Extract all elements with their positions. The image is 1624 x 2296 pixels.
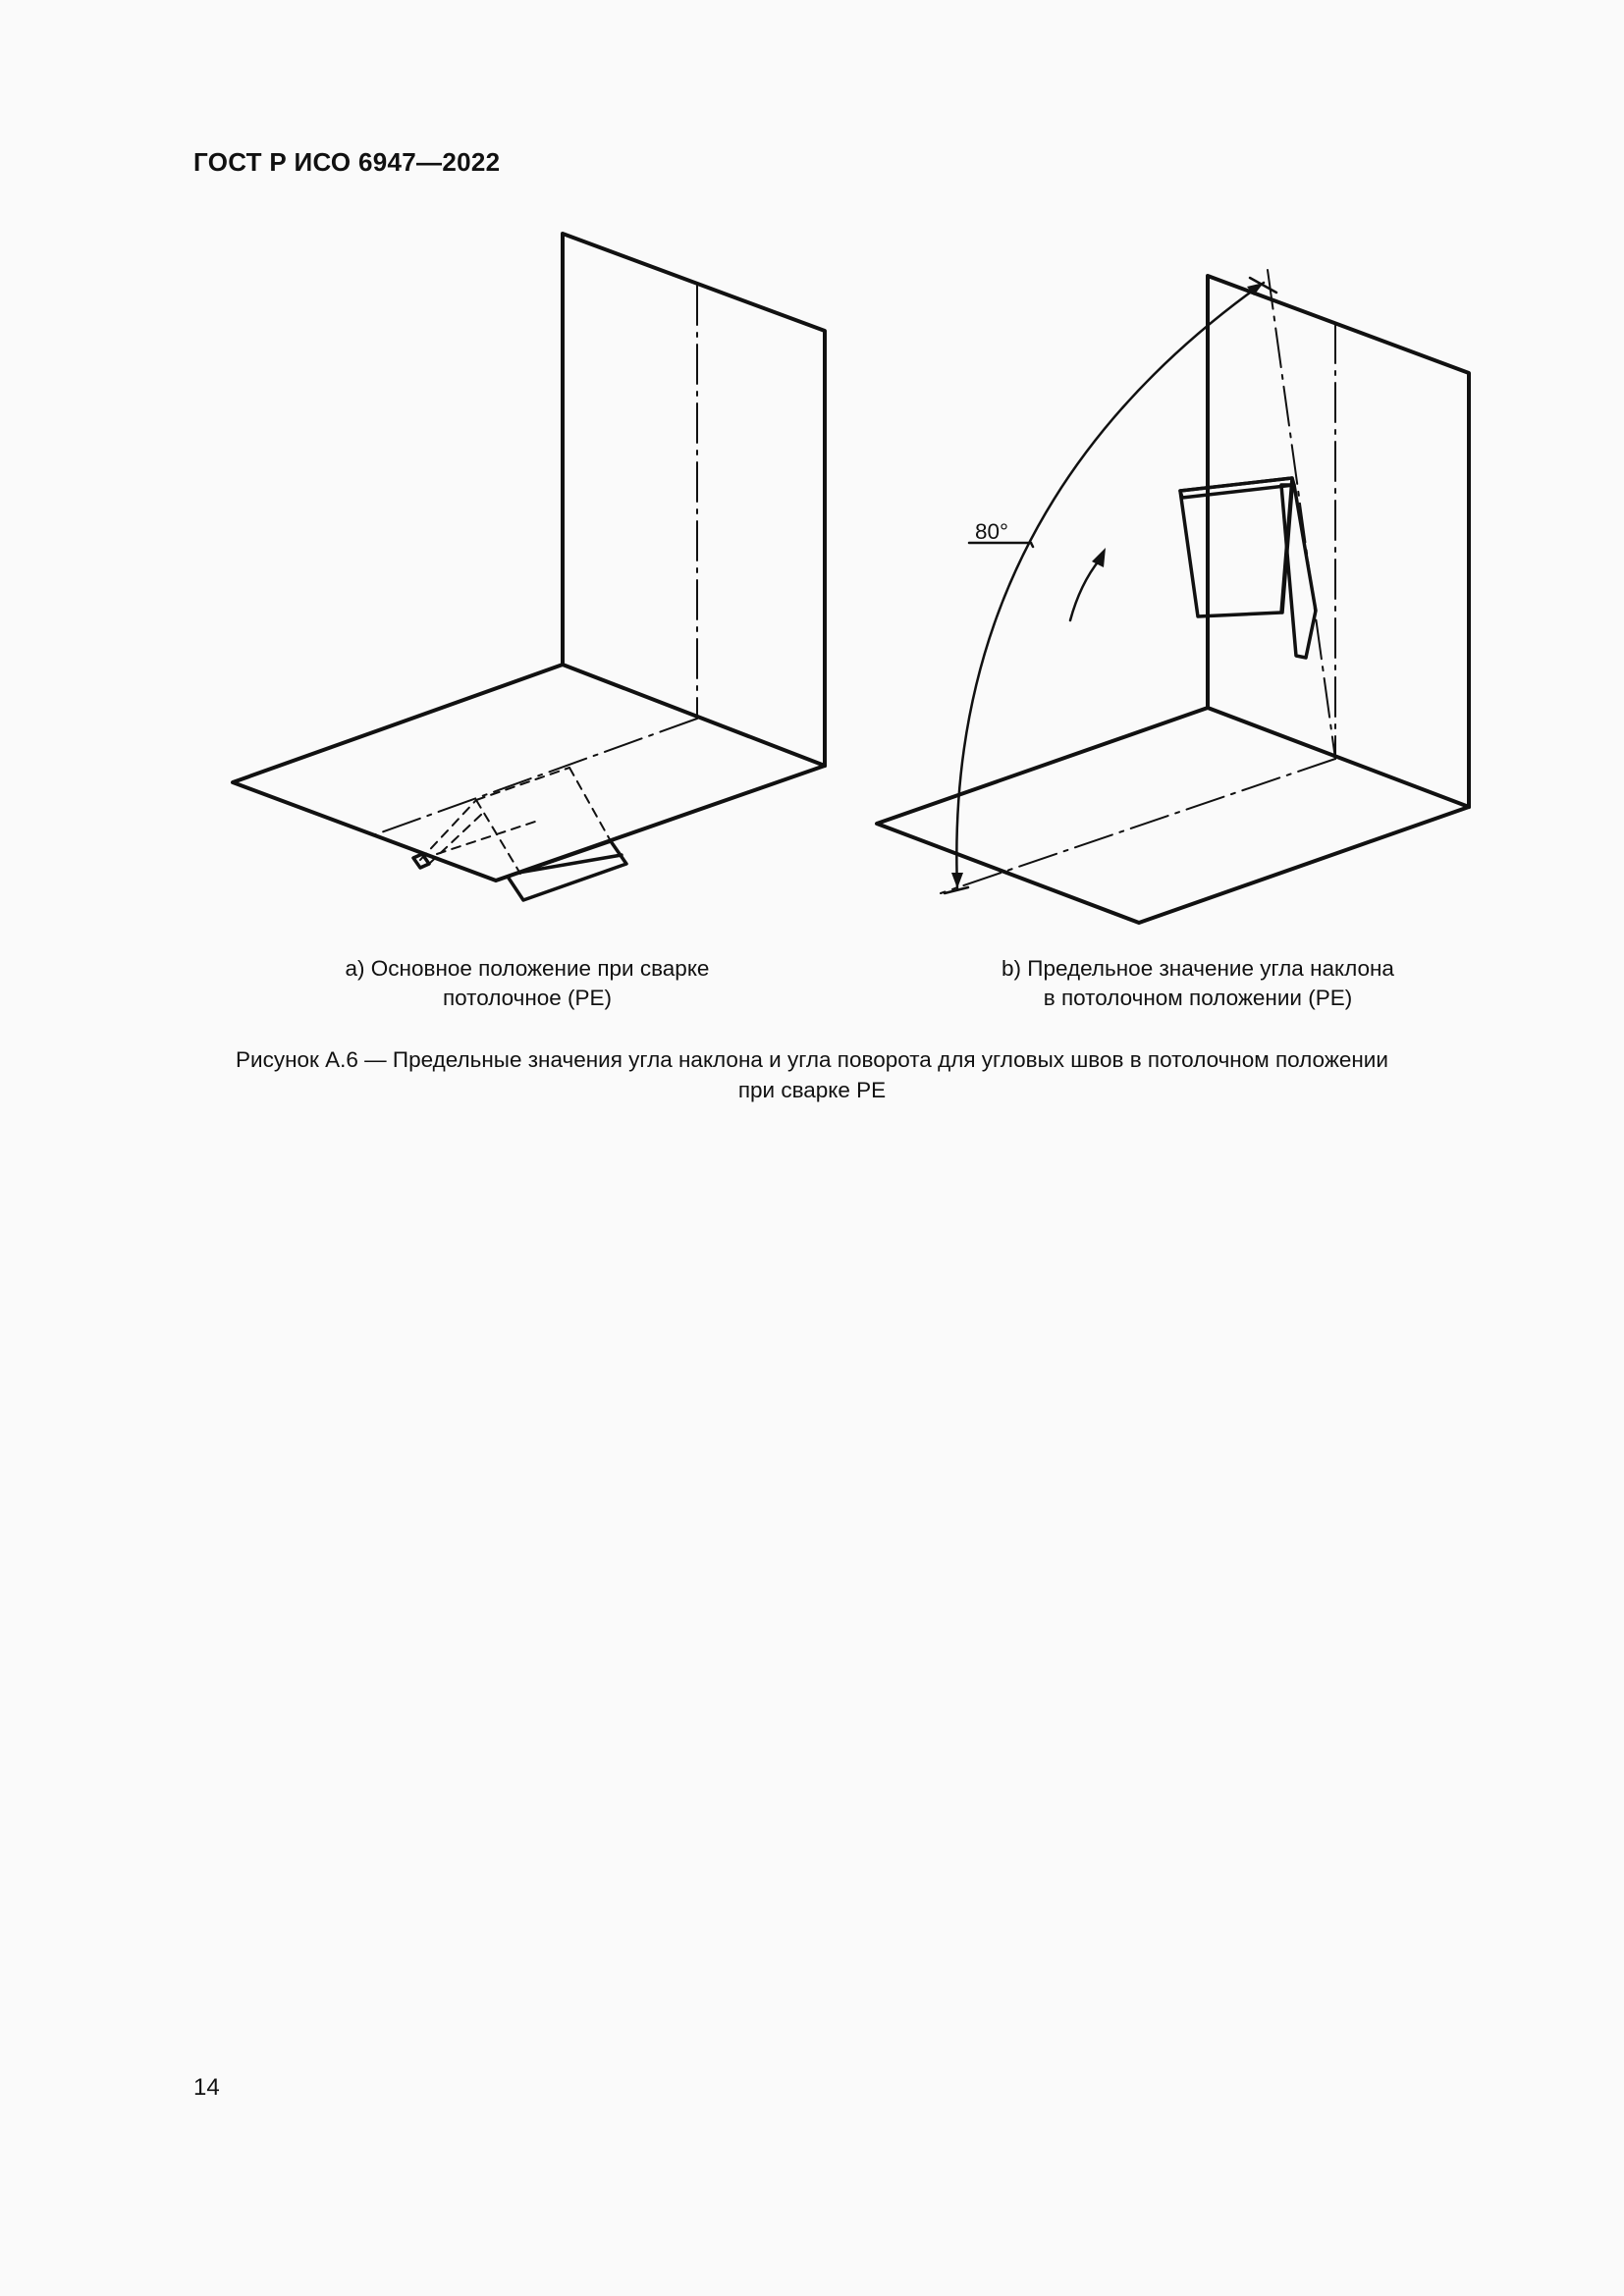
diagram-a-vertical-plate bbox=[563, 234, 825, 766]
figure-caption bbox=[147, 1044, 1477, 1105]
subfigure-a-line2: потолочное (PE) bbox=[442, 986, 613, 1010]
diagram-b-torch-body bbox=[1180, 478, 1316, 658]
diagram-b-slope-limit-overhead bbox=[877, 270, 1469, 923]
figure-caption-line2: при сварке PE bbox=[737, 1078, 887, 1102]
page-number: 14 bbox=[193, 2074, 220, 2101]
subfigure-a-label bbox=[233, 954, 822, 1013]
figure-caption-line1: Рисунок А.6 — Предельные значения угла наклона и угла поворота для угловых швов в потолочном положении bbox=[236, 1047, 1388, 1072]
subfigure-b-line2: в потолочном положении (PE) bbox=[1043, 986, 1353, 1010]
diagram-b-angle-arc bbox=[945, 278, 1276, 893]
subfigure-b-label bbox=[903, 954, 1492, 1013]
subfigure-a-line1: a) Основное положение при сварке bbox=[345, 956, 710, 981]
diagram-a-horizontal-plate bbox=[233, 665, 825, 881]
subfigure-b-line1: b) Предельное значение угла наклона bbox=[1001, 956, 1394, 981]
rotation-direction-arrow bbox=[1070, 548, 1106, 620]
diagram-a-torch-body bbox=[413, 841, 626, 900]
diagram-b-center-lines bbox=[941, 270, 1335, 893]
document-header: ГОСТ Р ИСО 6947—2022 bbox=[193, 147, 501, 177]
figure-a6-drawing bbox=[0, 0, 1624, 982]
diagram-a-basic-overhead-position bbox=[233, 234, 825, 900]
diagram-a-center-lines bbox=[373, 286, 697, 835]
angle-label-80-degrees: 80° bbox=[975, 519, 1009, 544]
diagram-b-vertical-plate bbox=[1208, 276, 1469, 807]
